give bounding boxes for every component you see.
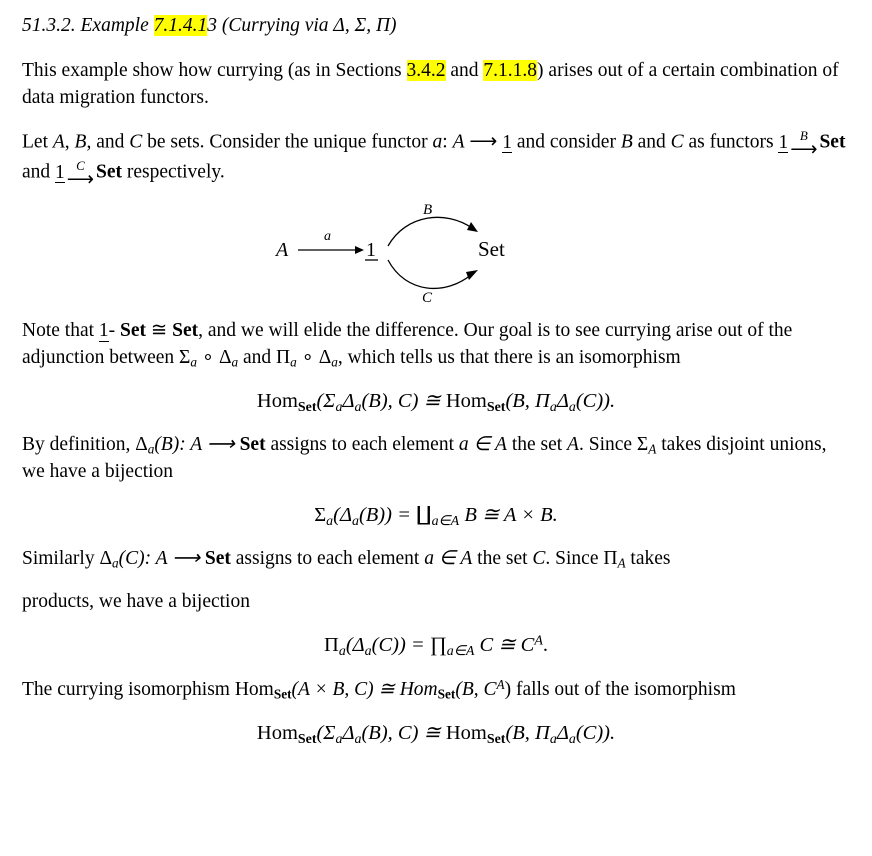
intro-text-a: This example show how currying (as in Sections [22, 60, 407, 82]
adj-text-f: and Π [238, 347, 291, 369]
paragraph-intro [22, 58, 850, 112]
eq2-delta-sub: a [351, 513, 359, 529]
eq1-body2: (B, Π [505, 390, 550, 413]
eq3-delta-sub: a [364, 643, 372, 659]
eq2-body: (Δ [333, 503, 352, 526]
pi-sub-A: A [617, 555, 626, 571]
equation-pi-delta-C [22, 632, 850, 660]
diagram-curve-C [388, 260, 472, 288]
eq3-pi-sub: a [338, 643, 346, 659]
setup-text-c: , and [86, 131, 130, 153]
equation-hom-iso-1 [22, 388, 850, 416]
eq4-s1: a [335, 731, 343, 747]
deltaB-text-c: assigns to each element [265, 433, 459, 455]
heading-number: 51.3.2. [22, 15, 76, 36]
setup-text-h: as functors [683, 131, 779, 153]
terminal-category-1: 1 [502, 131, 512, 153]
category-set-3: Set [120, 320, 147, 342]
eq1-body1c: (B), C) ≅ [361, 390, 446, 413]
eq2-body2: (B)) = [358, 503, 417, 526]
adj-text-b: - [108, 320, 121, 342]
eq3-rhs-sup: A [534, 633, 543, 649]
deltaC-text-f: takes [625, 547, 671, 569]
setup-text-g: and [632, 131, 671, 153]
deltaB-text-f: takes disjoint unions, we have a bijection [22, 433, 827, 482]
eq4-body2: (B, Π [505, 721, 550, 744]
heading-reference-tail: 3 [207, 15, 217, 36]
var-C: C [129, 131, 143, 153]
adj-text-g: ∘ Δ [296, 347, 332, 369]
eq3-rhs: C ≅ C [474, 633, 535, 656]
section-ref-7-1-1-8: 7.1.1.8 [483, 60, 538, 82]
arrow-label-B: B [799, 128, 808, 144]
adj-text-a: Note that [22, 320, 99, 342]
section-heading [22, 14, 850, 38]
products-text: products, we have a bijection [22, 590, 250, 612]
var-C-2: C [670, 131, 684, 153]
paragraph-currying-iso [22, 676, 850, 704]
eq1-s2: a [354, 399, 362, 415]
category-set-5: Set [239, 433, 266, 455]
eq4-sub1: Set [297, 731, 317, 747]
terminal-category-1-b: 1 [778, 131, 789, 153]
equation-hom-iso-2 [22, 720, 850, 748]
eq2-sigma-sub: a [326, 513, 334, 529]
adj-text-h: , which tells us that there is an isomorphism [337, 347, 681, 369]
functor-a: a [432, 131, 443, 153]
eq4-hom2: Hom [445, 721, 487, 744]
set-C: C [532, 547, 546, 569]
set-A: A [567, 433, 579, 455]
pi-sub-a: a [290, 354, 297, 370]
sigma-sub-a: a [190, 354, 198, 370]
paragraph-adjunction [22, 318, 850, 372]
eq4-body1b: Δ [342, 721, 355, 744]
setup-text-a: Let [22, 131, 53, 153]
eq2-sigma: Σ [314, 503, 327, 526]
paragraph-delta-B [22, 432, 850, 486]
heading-reference-highlight: 7.1.4.1 [153, 15, 208, 36]
diagram-curve-C-head [466, 270, 478, 280]
eq1-body1b: Δ [342, 390, 355, 413]
arrow-label-C: C [76, 158, 85, 174]
eq4-s3: a [549, 731, 557, 747]
eq3-body: (Δ [345, 633, 365, 656]
terminal-category-1-c: 1 [55, 161, 65, 183]
eq1-body2c: (C)). [575, 390, 616, 413]
setup-text-f: and consider [511, 131, 621, 153]
eq1-s3: a [549, 399, 557, 415]
var-B: B [74, 131, 87, 153]
eq3-product-sub: a∈A [446, 643, 475, 659]
eq1-hom2: Hom [445, 390, 487, 413]
var-B-2: B [620, 131, 633, 153]
category-set-6: Set [204, 547, 231, 569]
eq1-body2b: Δ [556, 390, 569, 413]
var-A: A [52, 131, 65, 153]
eq3-rhs-end: . [542, 633, 548, 656]
curry-set-sub-1: Set [273, 686, 292, 702]
eq3-product: ∏ [429, 633, 447, 656]
deltaB-text-e: . Since Σ [578, 433, 649, 455]
deltaC-text-d: the set [472, 547, 533, 569]
adj-text-c: ≅ [146, 320, 173, 342]
arrow-long: ⟶ [469, 131, 498, 153]
diagram-arrow-a-head [355, 246, 364, 254]
curry-sup-A: A [496, 676, 505, 692]
eq3-body2: (C)) = [371, 633, 430, 656]
eq4-sub2: Set [486, 731, 506, 747]
diagram-edge-label-B: B [423, 204, 433, 219]
diagram-node-1: 1 [366, 239, 376, 262]
setup-text-e: : [442, 131, 453, 153]
setup-text-j: respectively. [122, 161, 225, 183]
deltaB-text-d: the set [506, 433, 568, 455]
eq4-body2b: Δ [556, 721, 569, 744]
delta-sub-a: a [231, 354, 239, 370]
eq1-s4: a [568, 399, 576, 415]
eq3-pi: Π [324, 633, 339, 656]
element-a-in-A: a ∈ A [458, 433, 507, 455]
arrow-glyph-B: ⟶ [790, 139, 818, 161]
deltaC-sub: a [112, 555, 119, 571]
equation-sigma-delta-B [22, 502, 850, 530]
curry-text-b: (A × B, C) ≅ Hom [291, 678, 438, 700]
deltaB-text-b: (B): A ⟶ [154, 433, 240, 455]
setup-text-d: be sets. Consider the unique functor [142, 131, 433, 153]
diagram-edge-label-C: C [422, 290, 433, 305]
category-set-1: Set [819, 131, 846, 153]
eq1-hom1: Hom [256, 390, 298, 413]
commutative-diagram [22, 204, 850, 304]
sigma-sub-A: A [648, 441, 657, 457]
adj-text-d: , and we will elide the difference. Our goal is to see currying arise out of the adjunction between Σ [22, 320, 793, 369]
heading-title: (Currying via Δ, Σ, Π) [221, 15, 397, 36]
deltaB-text-a: By definition, Δ [22, 433, 148, 455]
setup-text-i: and [22, 161, 56, 183]
deltaC-text-b: (C): A ⟶ [118, 547, 205, 569]
eq4-hom1: Hom [256, 721, 298, 744]
delta-sub-a-2: a [331, 354, 338, 370]
paragraph-products [22, 589, 850, 616]
eq1-body1: (Σ [316, 390, 336, 413]
section-ref-3-4-2: 3.4.2 [406, 60, 446, 82]
curry-text-d: ) falls out of the isomorphism [504, 678, 736, 700]
eq4-s4: a [568, 731, 576, 747]
eq2-coproduct-sub: a∈A [431, 513, 460, 529]
category-set-2: Set [96, 161, 123, 183]
diagram-node-Set: Set [478, 237, 505, 262]
deltaC-text-a: Similarly Δ [22, 547, 112, 569]
eq2-rhs: B ≅ A × B. [459, 503, 558, 526]
adj-text-e: ∘ Δ [197, 347, 232, 369]
curry-text-a: The currying isomorphism Hom [22, 678, 274, 700]
setup-text-b: , [64, 131, 75, 153]
eq1-sub1: Set [297, 399, 317, 415]
curry-text-c: (B, C [455, 678, 497, 700]
domain-A: A [452, 131, 465, 153]
intro-text-c: ) arises out of a certain combination of data migration functors. [22, 60, 839, 109]
deltaB-sub: a [147, 441, 155, 457]
eq4-body1c: (B), C) ≅ [361, 721, 446, 744]
eq4-body2c: (C)). [575, 721, 616, 744]
deltaC-text-e: . Since Π [545, 547, 618, 569]
diagram-curve-B [388, 218, 472, 247]
eq4-s2: a [354, 731, 362, 747]
diagram-edge-label-a: a [324, 229, 331, 245]
eq2-coproduct: ∐ [416, 503, 432, 526]
heading-label: Example [80, 15, 149, 36]
eq1-sub2: Set [486, 399, 506, 415]
eq4-body1: (Σ [316, 721, 336, 744]
element-a-in-A-2: a ∈ A [424, 547, 473, 569]
labeled-arrow-C [67, 159, 94, 189]
diagram-svg [266, 204, 606, 304]
diagram-curve-B-head [467, 222, 478, 232]
eq1-s1: a [335, 399, 343, 415]
labeled-arrow-B [790, 129, 817, 159]
curry-set-sub-2: Set [437, 686, 456, 702]
terminal-category-1-d: 1 [98, 320, 109, 342]
paragraph-setup [22, 128, 850, 191]
category-set-4: Set [172, 320, 199, 342]
intro-text-b: and [445, 60, 484, 82]
diagram-node-A: A [276, 239, 289, 262]
arrow-glyph-C: ⟶ [66, 169, 95, 191]
deltaC-text-c: assigns to each element [230, 547, 425, 569]
paragraph-delta-C [22, 546, 850, 573]
